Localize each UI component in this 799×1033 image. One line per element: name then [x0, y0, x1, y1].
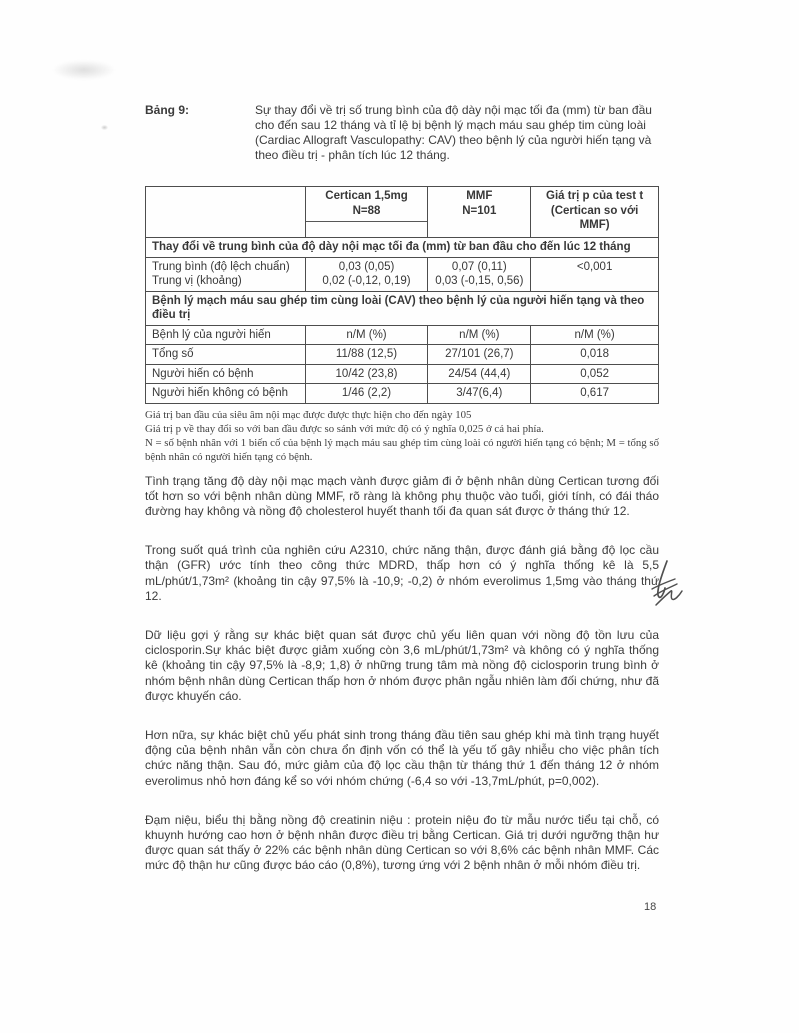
section-row-cav: Bệnh lý mạch máu sau ghép tim cùng loài (CAV) theo bệnh lý của người hiến tạng và theo điều trị [146, 291, 659, 325]
body-text [145, 474, 659, 874]
stats-certican-cell: 0,03 (0,05) 0,02 (-0,12, 0,19) [305, 257, 428, 291]
scan-speck [101, 125, 108, 130]
row-pvalue: 0,018 [531, 345, 659, 365]
page-content [145, 103, 659, 874]
col-header-pvalue: Giá trị p của test t (Certican so với MMF) [531, 187, 659, 238]
body-paragraph: Tình trạng tăng độ dày nội mạc mạch vành được giảm đi ở bệnh nhân dùng Certican tương đối tốt hơn so với bệnh nhân dùng MMF, rõ ràng là không phụ thuộc vào tuổi, giới tính, có đái tháo đường hay không và nồng độ cholesterol huyết thanh tối đa quan sát được ở tháng thứ 12. [145, 473, 659, 518]
section-row-imt-change: Thay đổi về trung bình của độ dày nội mạc tối đa (mm) từ ban đầu cho đến lúc 12 tháng [146, 238, 659, 258]
cav-subheader-label: Bệnh lý của người hiến [146, 325, 306, 345]
body-paragraph: Trong suốt quá trình của nghiên cứu A2310, chức năng thận, được đánh giá bằng độ lọc cầu thận (GFR) ước tính theo công thức MDRD, thấp hơn có ý nghĩa thống kê là 5,5 mL/phút/1,73m² (khoảng tin cậy 97,5% là -10,9; -0,2) ở nhóm everolimus 1,5mg vào tháng thứ 12. [145, 543, 659, 603]
scan-line-artifact [306, 221, 428, 235]
table-row [146, 364, 659, 384]
row-certican-value: 10/42 (23,8) [305, 364, 428, 384]
scan-smudge [52, 60, 116, 80]
comparison-table [145, 186, 659, 404]
cav-subheader-row: Bệnh lý của người hiến n/M (%) n/M (%) n/M (%) [146, 325, 659, 345]
stats-label-cell: Trung bình (độ lệch chuẩn) Trung vị (khoảng) [146, 257, 306, 291]
handwritten-mark [643, 558, 687, 614]
row-label: Người hiến có bệnh [146, 364, 306, 384]
col-header-mmf: MMF N=101 [428, 187, 531, 238]
col-header-parameter [146, 187, 306, 238]
body-paragraph: Hơn nữa, sự khác biệt chủ yếu phát sinh trong tháng đầu tiên sau ghép khi mà tình trạng huyết động của bệnh nhân vẫn còn chưa ổn định vốn có thể là yếu tố gây nhiễu cho việc phân tích chức năng thận. Sau đó, mức giảm của độ lọc cầu thận từ tháng thứ 1 đến tháng 12 ở nhóm everolimus nhỏ hơn đáng kể so với nhóm chứng (-6,4 so với -13,7mL/phút, p=0,002). [145, 727, 659, 788]
footnote: Giá trị p về thay đổi so với ban đầu được so sánh với mức độ có ý nghĩa 0,025 ở cả hai phía. [145, 422, 544, 435]
table-caption-label: Bảng 9: [145, 103, 190, 117]
table-header-row [146, 187, 659, 238]
row-mmf-value: 24/54 (44,4) [428, 364, 531, 384]
footnote: Giá trị ban đầu của siêu âm nội mạc được được thực hiện cho đến ngày 105 [145, 408, 472, 421]
row-mmf-value: 3/47(6,4) [428, 384, 531, 404]
table-caption-text: Sự thay đổi về trị số trung bình của độ dày nội mạc tối đa (mm) từ ban đầu cho đến sau 12 tháng và tỉ lệ bị bệnh lý mạch máu sau ghép tim cùng loài (Cardiac Allograft Vasculopathy: CAV) theo bệnh lý của người hiến tạng và theo điều trị - phân tích lúc 12 tháng. [255, 103, 652, 162]
page-number: 18 [644, 901, 657, 913]
table-row [146, 345, 659, 365]
row-certican-value: 11/88 (12,5) [305, 345, 428, 365]
col-header-certican: Certican 1,5mg N=88 [305, 187, 428, 238]
body-paragraph: Dữ liệu gợi ý rằng sự khác biệt quan sát được chủ yếu liên quan với nồng độ tồn lưu của ciclosporin.Sự khác biệt được giảm xuống còn 3,6 mL/phút/1,73m² và không có ý nghĩa thống kê (khoảng tin cậy 97,5% là -8,9; 1,8) ở những trung tâm mà nồng độ ciclosporin trung bình ở nhóm bệnh nhân dùng Certican thấp hơn ở nhóm được phân ngẫu nhiên làm đối chứng, như đã được khuyến cáo. [145, 627, 659, 703]
row-label: Tổng số [146, 345, 306, 365]
row-certican-value: 1/46 (2,2) [305, 384, 428, 404]
stats-row [146, 257, 659, 291]
row-pvalue: 0,052 [531, 364, 659, 384]
table-row [146, 384, 659, 404]
stats-pvalue-cell: <0,001 [531, 257, 659, 291]
footnote: N = số bệnh nhân với 1 biến cố của bệnh lý mạch máu sau ghép tim cùng loài có người hiến tạng có bệnh; M = tổng số bệnh nhân có người hiến tạng có bệnh. [145, 436, 660, 463]
row-label: Người hiến không có bệnh [146, 384, 306, 404]
row-pvalue: 0,617 [531, 384, 659, 404]
row-mmf-value: 27/101 (26,7) [428, 345, 531, 365]
stats-mmf-cell: 0,07 (0,11) 0,03 (-0,15, 0,56) [428, 257, 531, 291]
table-caption [145, 103, 659, 163]
table-footnotes [145, 408, 659, 464]
body-paragraph: Đạm niệu, biểu thị bằng nồng độ creatinin niệu : protein niệu đo từ mẫu nước tiểu tại chỗ, có khuynh hướng cao hơn ở bệnh nhân được điều trị bằng Certican. Giá trị dưới ngưỡng thận hư được quan sát thấy ở 22% các bệnh nhân dùng Certican so với 8,6% các bệnh nhân MMF. Các mức độ thận hư cũng được báo cáo (0,8%), tương ứng với 2 bệnh nhân ở mỗi nhóm điều trị. [145, 812, 659, 873]
